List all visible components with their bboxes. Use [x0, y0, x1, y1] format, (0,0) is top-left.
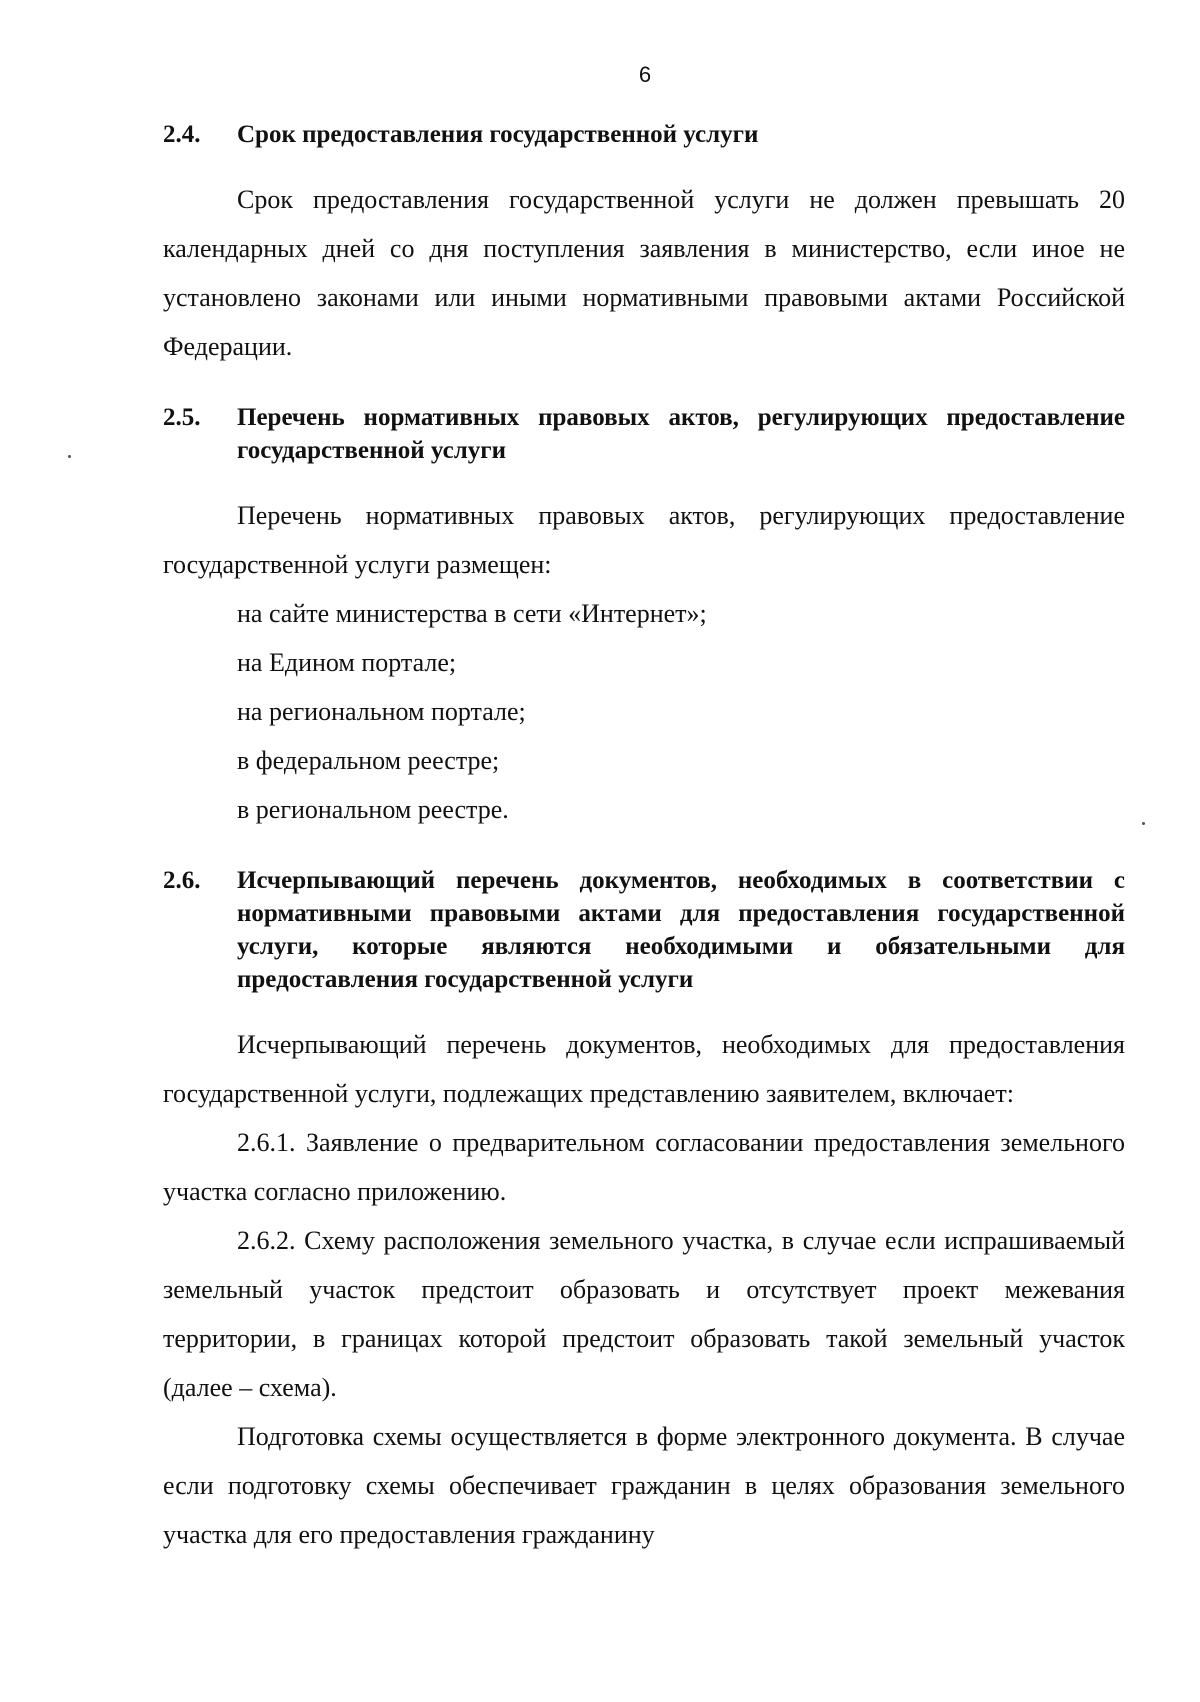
section-2-4-number: 2.4.: [163, 121, 201, 148]
section-2-6-scheme-paragraph: Подготовка схемы осуществляется в форме электронного документа. В случае если подготовку схемы обеспечивает гражданин в целях образования земельного участка для его предоставления гражданину: [163, 1422, 1125, 1549]
item-2-6-1: 2.6.1. Заявление о предварительном согласовании предоставления земельного участка согласно приложению.: [163, 1128, 1125, 1206]
section-2-5-heading: [163, 401, 1125, 467]
document-body: [163, 118, 1125, 1559]
list-item: в региональном реестре.: [237, 795, 509, 824]
section-2-4-paragraph: Срок предоставления государственной услуги не должен превышать 20 календарных дней со дня поступления заявления в министерство, если иное не установлено законами или иными нормативными правовыми актами Российской Федерации.: [163, 185, 1125, 361]
section-2-4-heading: [163, 118, 1125, 151]
list-item: на Едином портале;: [237, 648, 457, 677]
list-item: на региональном портале;: [237, 697, 526, 726]
section-2-4-title: Срок предоставления государственной услуги: [237, 121, 759, 148]
section-2-6: [163, 864, 1125, 1559]
section-2-6-title: Исчерпывающий перечень документов, необходимых в соответствии с нормативными правовыми актами для предоставления государственной услуги, которые являются необходимыми и обязательными для предоставления государственной услуги: [237, 867, 1125, 993]
page-number: 6: [638, 62, 652, 87]
section-2-5-number: 2.5.: [163, 404, 201, 431]
section-2-5-paragraph: Перечень нормативных правовых актов, регулирующих предоставление государственной услуги размещен:: [163, 501, 1125, 579]
item-2-6-2: 2.6.2. Схему расположения земельного участка, в случае если испрашиваемый земельный участок предстоит образовать и отсутствует проект межевания территории, в границах которой предстоит образовать такой земельный участок (далее – схема).: [163, 1226, 1125, 1402]
section-2-5-title: Перечень нормативных правовых актов, регулирующих предоставление государственной услуги: [237, 404, 1125, 464]
section-2-5: [163, 401, 1125, 834]
scan-speck: [68, 455, 71, 458]
section-2-6-number: 2.6.: [163, 867, 201, 894]
section-2-6-intro-paragraph: Исчерпывающий перечень документов, необходимых для предоставления государственной услуги, подлежащих представлению заявителем, включает:: [163, 1030, 1125, 1108]
list-item: на сайте министерства в сети «Интернет»;: [237, 599, 707, 628]
section-2-4: [163, 118, 1125, 371]
list-item: в федеральном реестре;: [237, 746, 500, 775]
scan-speck: [1142, 822, 1145, 825]
section-2-6-heading: [163, 864, 1125, 996]
